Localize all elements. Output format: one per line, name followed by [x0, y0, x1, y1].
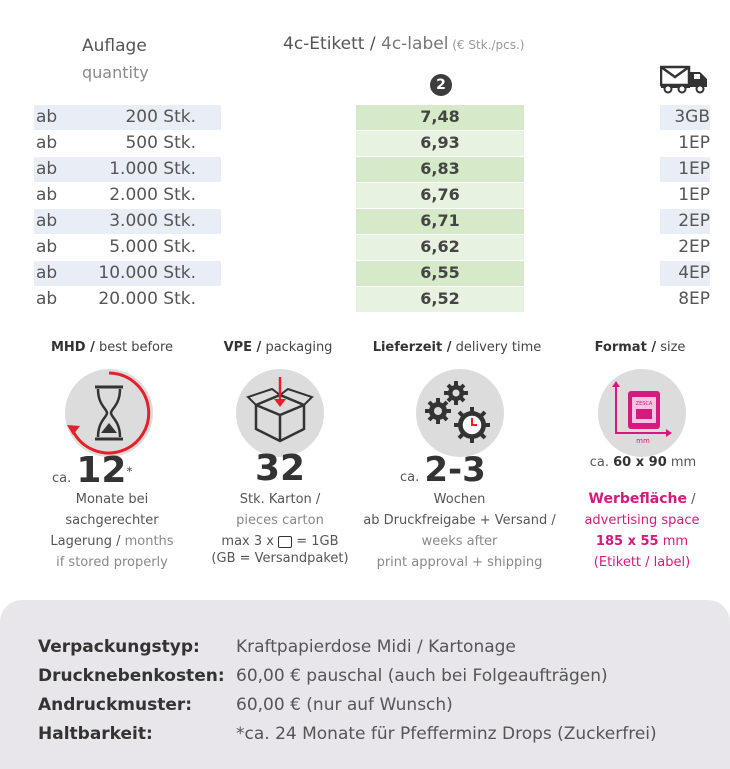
row-price: 6,55: [420, 263, 460, 282]
info-key: Haltbarkeit:: [38, 724, 153, 744]
row-ab: ab: [36, 133, 58, 153]
label-header-unit: (€ Stk./pcs.): [448, 38, 525, 52]
price-row: [34, 157, 710, 182]
row-quantity: 1.000 Stk.: [109, 159, 196, 179]
svg-text:mm: mm: [636, 437, 650, 445]
row-ab: ab: [36, 289, 58, 309]
format-description: Werbefläche / advertising space 185 x 55 mm (Etikett / label): [584, 491, 700, 570]
shipping-truck-icon: [660, 64, 710, 94]
lieferzeit-description: Wochen ab Druckfreigabe + Versand / weeks after print approval + shipping: [363, 492, 556, 570]
price-row: [34, 105, 710, 130]
label-header: [283, 34, 524, 54]
info-key: Andruckmuster:: [38, 695, 193, 715]
price-row: [34, 183, 710, 208]
row-ab: ab: [36, 185, 58, 205]
lieferzeit-title: Lieferzeit / delivery time: [372, 340, 542, 355]
price-row: [34, 131, 710, 156]
hourglass-icon: [65, 369, 153, 457]
quantity-header: Auflage: [82, 36, 147, 56]
info-value: *ca. 24 Monate für Pfefferminz Drops (Zuckerfrei): [236, 724, 657, 744]
price-row: [34, 261, 710, 286]
row-price: 6,62: [420, 237, 460, 256]
lieferzeit-value: ca. 2-3: [400, 450, 486, 490]
row-quantity: 20.000 Stk.: [98, 289, 196, 309]
vpe-value: 32: [254, 448, 306, 489]
mhd-title: MHD / best before: [50, 340, 174, 355]
row-price: 6,52: [420, 289, 460, 308]
price-row: [34, 209, 710, 234]
row-ab: ab: [36, 237, 58, 257]
info-value: 60,00 € pauschal (auch bei Folgeaufträgen): [236, 666, 608, 686]
row-ab: ab: [36, 263, 58, 283]
row-price: 6,76: [420, 185, 460, 204]
row-quantity: 3.000 Stk.: [109, 211, 196, 231]
format-title: Format / size: [594, 340, 686, 355]
row-shipping: 1EP: [678, 159, 710, 179]
label-header-de: 4c-Etikett /: [283, 34, 381, 54]
gears-clock-icon: [416, 369, 504, 457]
row-shipping: 3GB: [674, 107, 710, 127]
row-price: 6,93: [420, 133, 460, 152]
box-icon: [236, 369, 324, 457]
row-ab: ab: [36, 107, 58, 127]
row-ab: ab: [36, 159, 58, 179]
row-price: 6,71: [420, 211, 460, 230]
mhd-description: Monate bei sachgerechter Lagerung / months if stored properly: [50, 492, 174, 570]
row-quantity: 200 Stk.: [125, 107, 196, 127]
mhd-value: ca. 12*: [52, 450, 133, 491]
row-price: 7,48: [420, 107, 460, 126]
label-header-en: 4c-label: [381, 34, 449, 54]
row-quantity: 500 Stk.: [125, 133, 196, 153]
small-box-icon: [278, 536, 292, 548]
row-shipping: 4EP: [678, 263, 710, 283]
row-shipping: 1EP: [678, 185, 710, 205]
row-quantity: 2.000 Stk.: [109, 185, 196, 205]
row-shipping: 2EP: [678, 211, 710, 231]
row-shipping: 8EP: [678, 289, 710, 309]
row-price: 6,83: [420, 159, 460, 178]
info-value: Kraftpapierdose Midi / Kartonage: [236, 637, 516, 657]
info-box: [0, 600, 730, 769]
vpe-title: VPE / packaging: [223, 340, 333, 355]
price-row: [34, 235, 710, 260]
price-row: [34, 287, 710, 312]
format-size-icon: [598, 369, 686, 457]
info-value: 60,00 € (nur auf Wunsch): [236, 695, 453, 715]
info-key: Verpackungstyp:: [38, 637, 200, 657]
format-size: ca. 60 x 90 mm: [589, 455, 697, 470]
row-ab: ab: [36, 211, 58, 231]
quantity-header-en: quantity: [82, 63, 149, 82]
row-quantity: 5.000 Stk.: [109, 237, 196, 257]
row-quantity: 10.000 Stk.: [98, 263, 196, 283]
svg-text:ZESCA: ZESCA: [635, 401, 653, 407]
row-shipping: 2EP: [678, 237, 710, 257]
vpe-description: Stk. Karton / pieces carton max 3 x = 1GB (GB = Versandpaket): [211, 492, 349, 566]
row-shipping: 1EP: [678, 133, 710, 153]
info-key: Drucknebenkosten:: [38, 666, 225, 686]
option-badge: 2: [430, 74, 452, 96]
